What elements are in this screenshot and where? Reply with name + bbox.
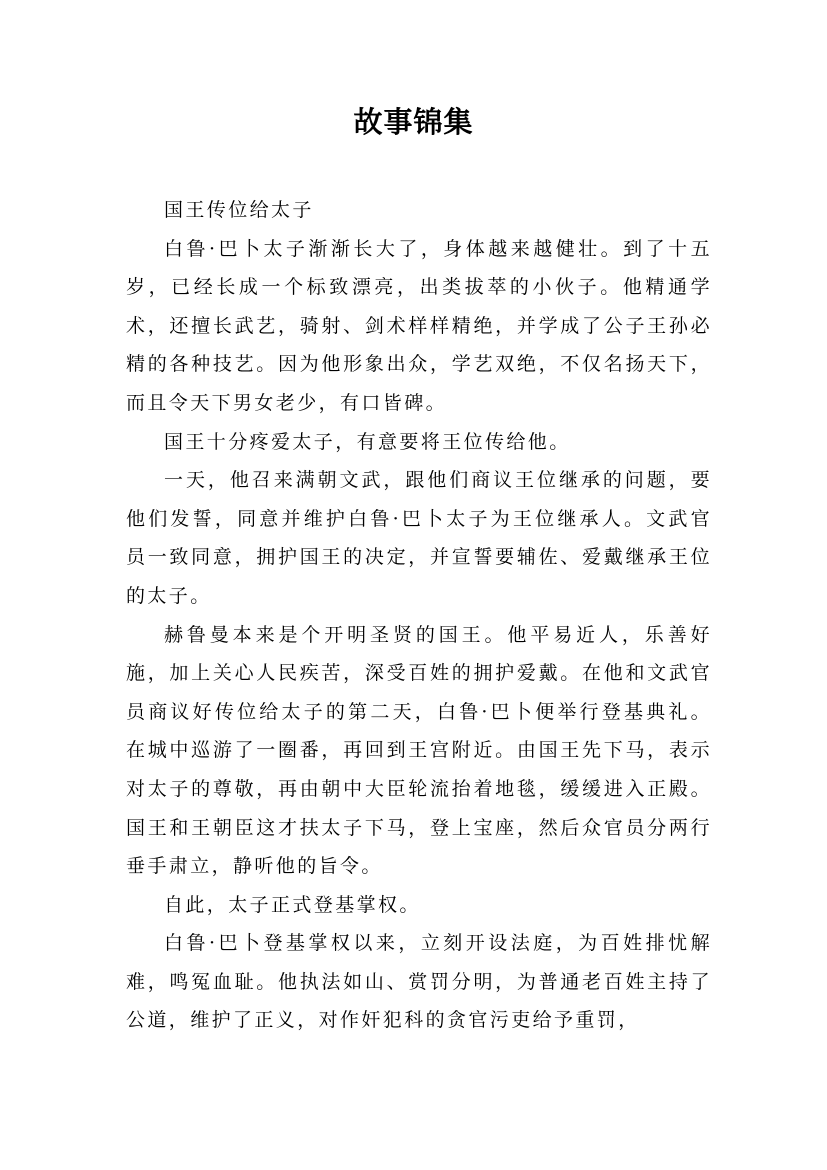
document-title: 故事锦集 <box>353 105 474 139</box>
paragraph: 赫鲁曼本来是个开明圣贤的国王。他平易近人，乐善好施，加上关心人民疾苦，深受百姓的拥护爱戴。在他和文武官员商议好传位给太子的第二天，白鲁·巴卜便举行登基典礼。在城中巡游了一圈番，再回到王宫附近。由国王先下马，表示对太子的尊敬，再由朝中大臣轮流抬着地毯，缓缓进入正殿。国王和王朝臣这才扶太子下马，登上宝座，然后众官员分两行垂手肃立，静听他的旨令。 <box>126 623 712 878</box>
paragraph: 自此，太子正式登基掌权。 <box>164 893 421 916</box>
document-body <box>126 191 712 1040</box>
paragraph: 白鲁·巴卜登基掌权以来，立刻开设法庭，为百姓排忧解难，鸣冤血耻。他执法如山、赏罚分明，为普通老百姓主持了公道，维护了正义，对作奸犯科的贪官污吏给予重罚， <box>126 932 712 1032</box>
paragraph-heading: 国王传位给太子 <box>164 199 314 221</box>
paragraph: 国王十分疼爱太子，有意要将王位传给他。 <box>164 430 571 453</box>
paragraph: 白鲁·巴卜太子渐渐长大了，身体越来越健壮。到了十五岁，已经长成一个标致漂亮，出类拔萃的小伙子。他精通学术，还擅长武艺，骑射、剑术样样精绝，并学成了公子王孙必精的各种技艺。因为他形象出众，学艺双绝，不仅名扬天下，而且令天下男女老少，有口皆碑。 <box>126 237 712 414</box>
paragraph: 一天，他召来满朝文武，跟他们商议王位继承的问题，要他们发誓，同意并维护白鲁·巴卜太子为王位继承人。文武官员一致同意，拥护国王的决定，并宣誓要辅佐、爱戴继承王位的太子。 <box>126 469 712 607</box>
